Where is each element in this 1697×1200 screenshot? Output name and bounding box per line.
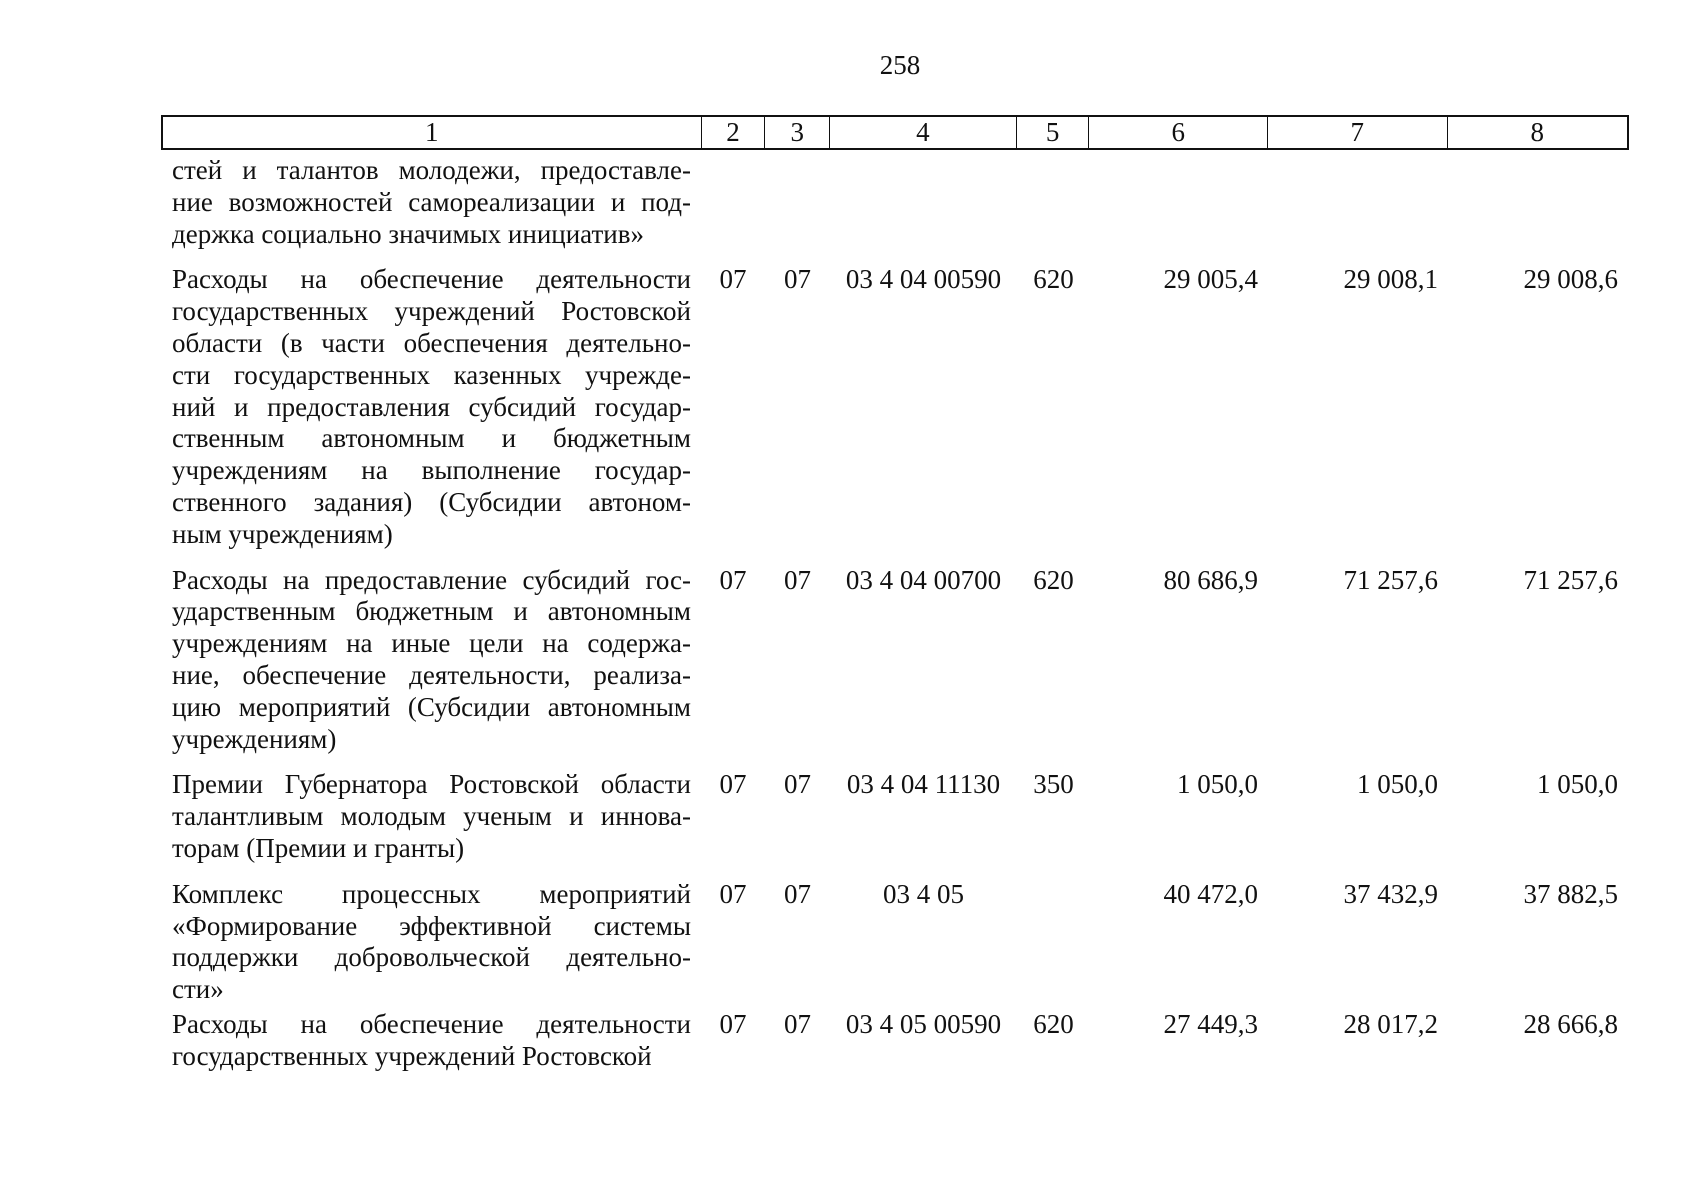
description-line: ударственным бюджетным и автономным [172,596,691,627]
cell-subsection: 07 [784,264,811,295]
description-line: государственных учреждений Ростовской [172,1040,652,1071]
column-header-7: 7 [1268,117,1448,148]
description-line: ний и предоставления субсидий государ- [172,391,691,422]
cell-target-code: 03 4 04 11130 [846,769,1001,800]
column-header-4: 4 [830,117,1016,148]
description-line: держка социально значимых инициатив» [172,218,644,249]
description-line: Расходы на предоставление субсидий гос- [172,564,691,595]
description-line: стей и талантов молодежи, предоставле- [172,155,691,185]
table-row [161,769,1629,864]
table-body [161,155,1629,1073]
cell-amount-col7: 28 017,2 [1343,1008,1438,1039]
cell-subsection: 07 [784,564,811,595]
cell-amount-col6: 29 005,4 [1163,264,1258,295]
cell-section: 07 [719,878,747,909]
row-description [161,264,701,550]
table-row [161,155,1629,250]
cell-target-code: 03 4 04 00590 [845,264,1002,295]
column-header-6: 6 [1089,117,1268,148]
cell-target-code: 03 4 04 00700 [845,564,1002,595]
description-line: сти государственных казенных учрежде- [172,359,691,390]
description-line: сти» [172,974,224,1005]
description-line: цию мероприятий (Субсидии автономным [172,691,691,722]
row-description [161,155,701,250]
cell-amount-col7: 71 257,6 [1343,564,1438,595]
cell-target-code: 03 4 05 00590 [845,1008,1002,1039]
cell-expense-type: 620 [1033,564,1074,595]
cell-amount-col8: 29 008,6 [1523,264,1618,295]
row-description [161,879,701,1006]
cell-section: 07 [719,564,747,595]
cell-amount-col8: 1 050,0 [1537,769,1618,800]
description-line: учреждениям на иные цели на содержа- [172,628,691,659]
description-line: «Формирование эффективной системы [172,910,691,941]
description-line: Комплекс процессных мероприятий [172,878,691,909]
page-number: 258 [879,50,921,80]
table-row [161,565,1629,756]
description-line: Расходы на обеспечение деятельности [172,264,691,295]
cell-section: 07 [719,264,747,295]
row-description [161,565,701,756]
column-header-8: 8 [1530,117,1544,147]
table-row [161,264,1629,550]
description-line: ственного задания) (Субсидии автоном- [172,486,691,517]
cell-amount-col8: 71 257,6 [1523,564,1618,595]
cell-amount-col7: 29 008,1 [1343,264,1438,295]
cell-expense-type: 350 [1033,769,1074,800]
description-line: Премии Губернатора Ростовской области [172,769,691,800]
cell-amount-col6: 1 050,0 [1177,769,1258,800]
table-row [161,1009,1629,1073]
column-header-3: 3 [765,117,830,148]
column-header-1: 1 [163,117,702,148]
description-line: ным учреждениям) [172,518,393,549]
description-line: Расходы на обеспечение деятельности [172,1008,691,1039]
description-line: талантливым молодым ученым и иннова- [172,801,691,832]
column-header-5: 5 [1017,117,1090,148]
cell-amount-col7: 37 432,9 [1343,878,1438,909]
description-line: области (в части обеспечения деятельно- [172,327,691,358]
cell-amount-col6: 80 686,9 [1163,564,1258,595]
cell-expense-type: 620 [1033,264,1074,295]
cell-expense-type: 620 [1033,1008,1074,1039]
table-row [161,879,1629,1006]
cell-amount-col6: 27 449,3 [1163,1008,1258,1039]
cell-section: 07 [719,1008,747,1039]
column-header-2: 2 [702,117,766,148]
description-line: ственным автономным и бюджетным [172,423,691,454]
cell-subsection: 07 [784,769,811,800]
table-header [161,115,1629,150]
description-line: ние возможностей самореализации и под- [172,186,691,217]
cell-section: 07 [719,769,747,800]
cell-subsection: 07 [784,878,811,909]
cell-subsection: 07 [784,1008,811,1039]
cell-target-code: 03 4 05 [883,878,964,909]
cell-amount-col6: 40 472,0 [1163,878,1258,909]
description-line: поддержки добровольческой деятельно- [172,942,691,973]
description-line: ние, обеспечение деятельности, реализа- [172,659,691,690]
description-line: государственных учреждений Ростовской [172,296,691,327]
description-line: учреждениям) [172,723,337,754]
cell-amount-col8: 37 882,5 [1523,878,1618,909]
description-line: учреждениям на выполнение государ- [172,455,691,486]
cell-amount-col8: 28 666,8 [1523,1008,1618,1039]
row-description [161,769,701,864]
row-description [161,1009,701,1073]
cell-amount-col7: 1 050,0 [1357,769,1438,800]
description-line: торам (Премии и гранты) [172,832,465,863]
